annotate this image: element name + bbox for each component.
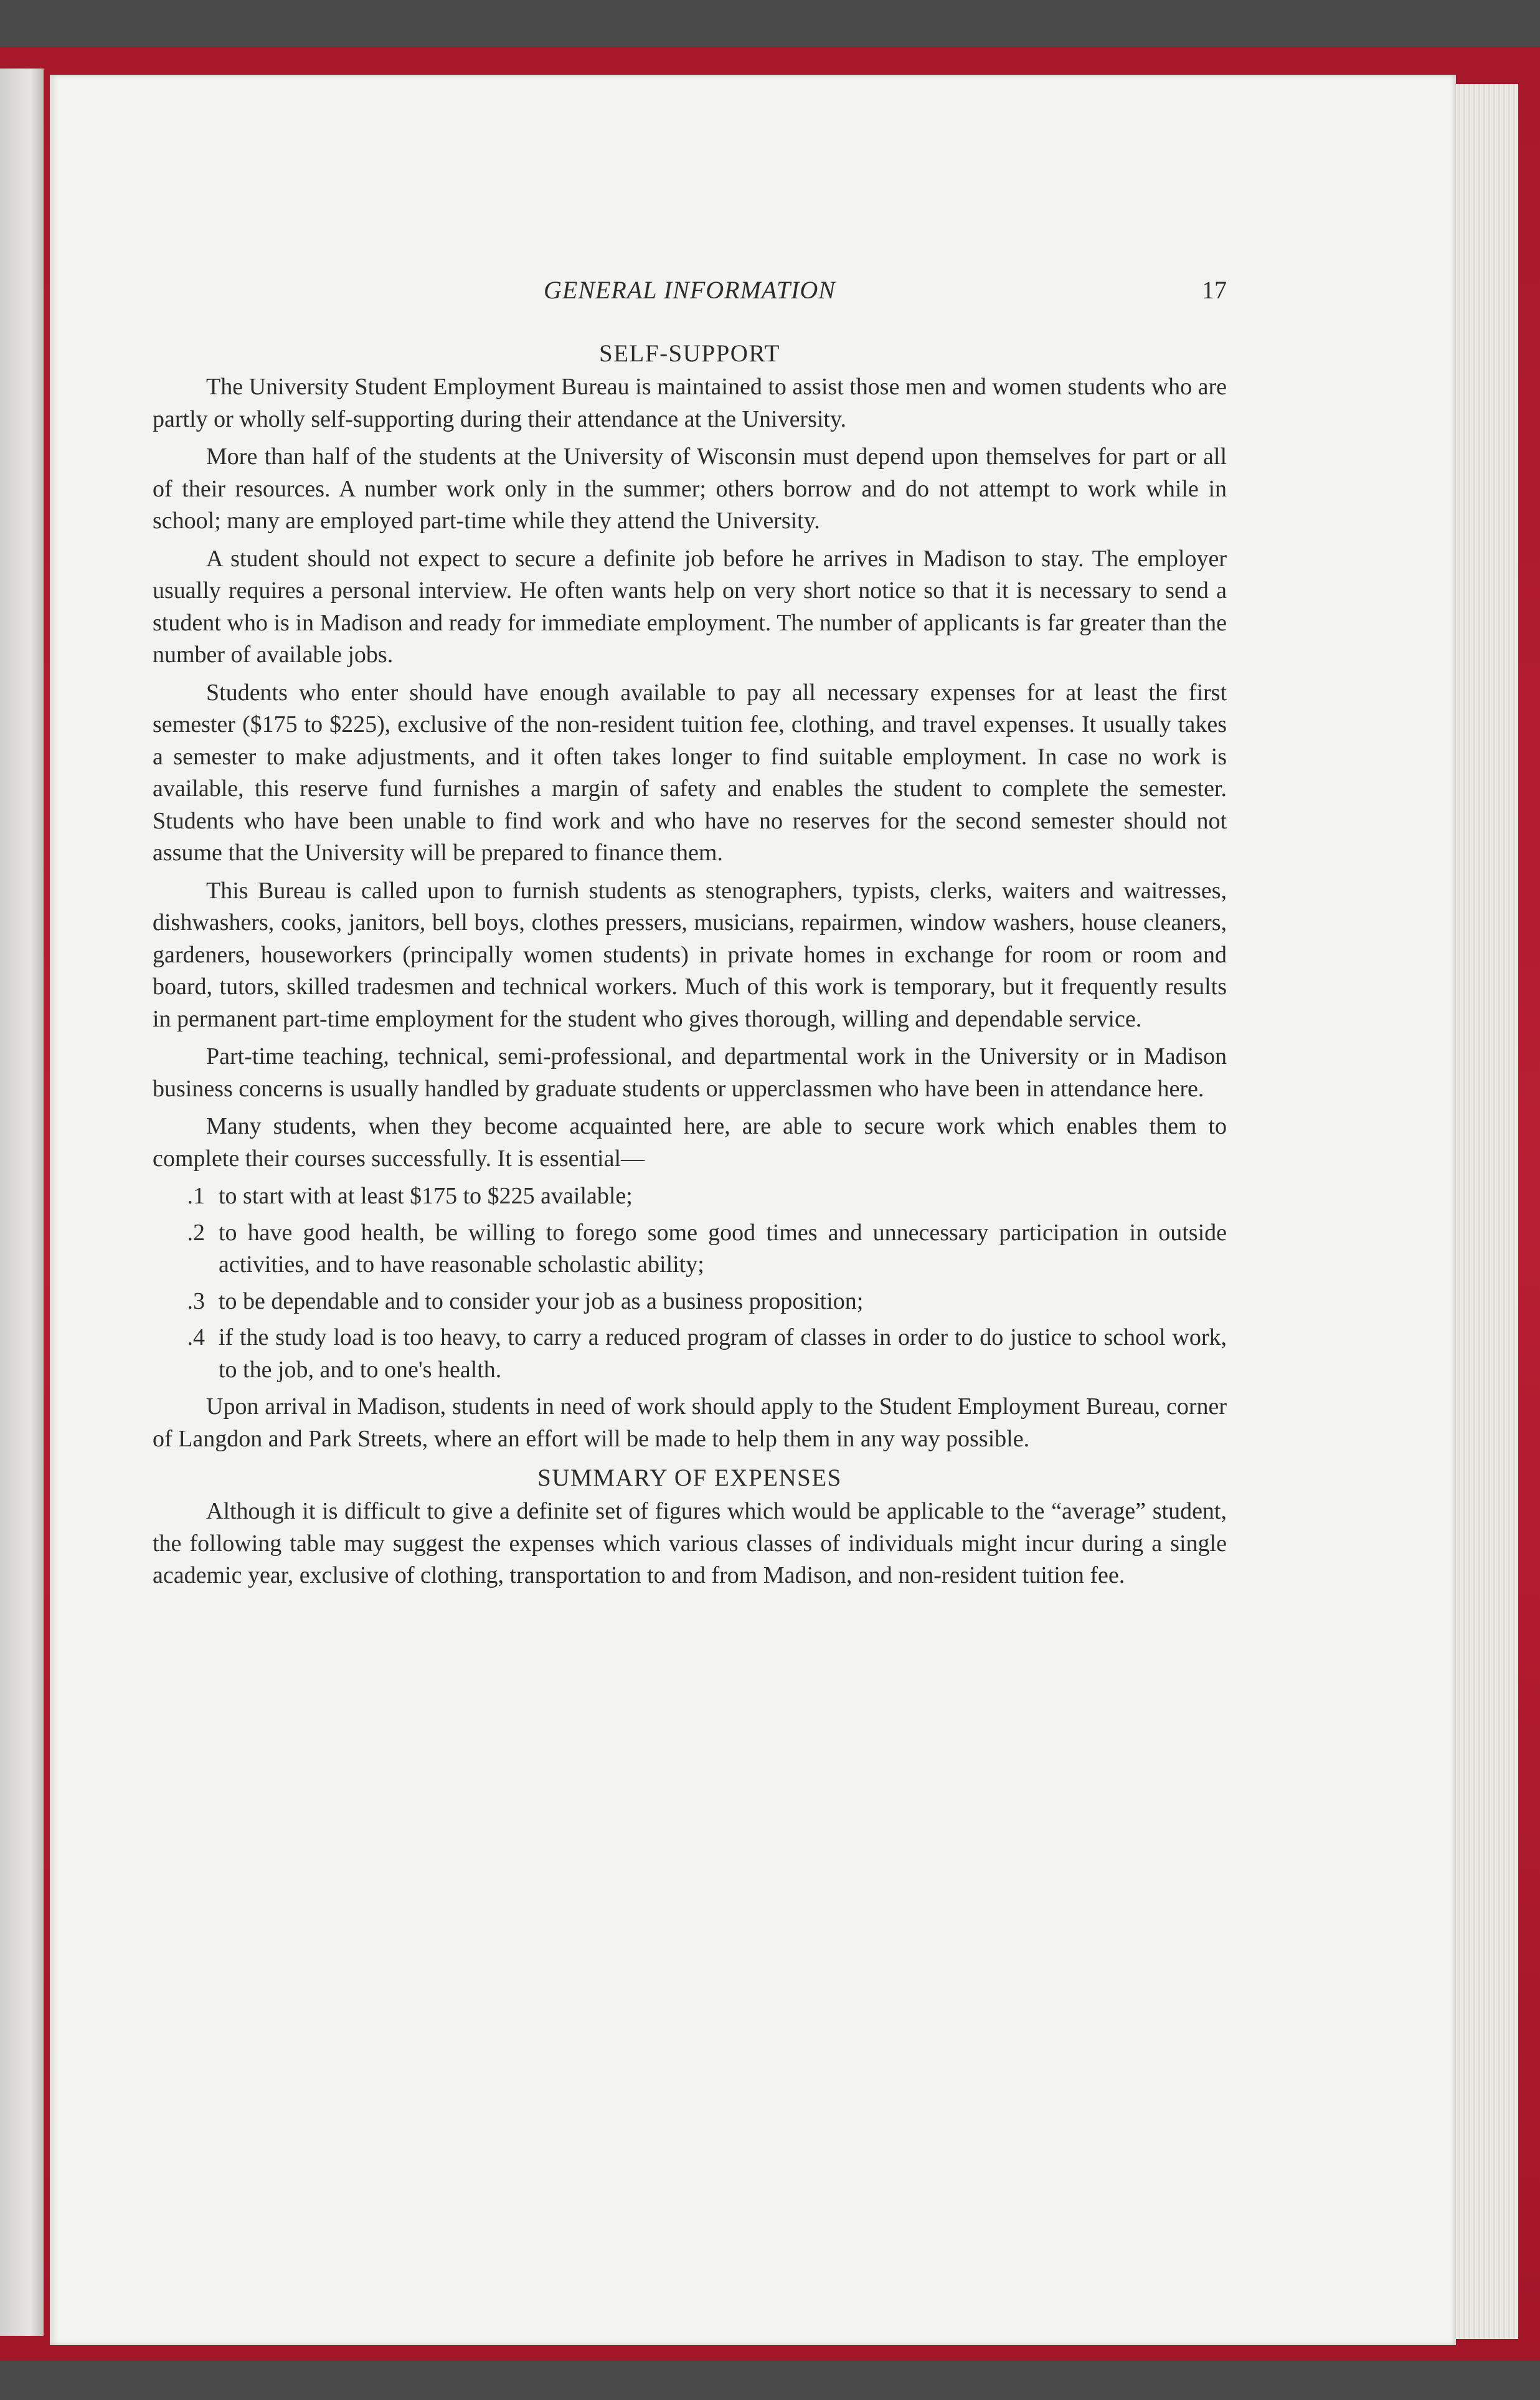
paragraph: Although it is difficult to give a definite set of figures which would be applicable to the “average” student, the following table may suggest the expenses which various classes of individuals might incur during a single academic year, exclusive of clothing, transportation to and from Madison, and non-resident tuition fee. [153, 1498, 1227, 1588]
list-item: 1. to start with at least $175 to $225 available; [187, 1183, 633, 1209]
list-text: to start with at least $175 to $225 available; [219, 1183, 633, 1209]
running-header [153, 274, 1227, 313]
page-content [153, 274, 1227, 1598]
section-heading-summary-of-expenses: SUMMARY OF EXPENSES [537, 1464, 842, 1491]
paragraph: Part-time teaching, technical, semi-professional, and departmental work in the University or in Madison business concerns is usually handled by graduate students or upperclassmen who have been in attendance here. [153, 1043, 1227, 1102]
list-item: 4. if the study load is too heavy, to carry a reduced program of classes in order to do justice to school work, to the job, and to one's health. [187, 1324, 1227, 1383]
paragraph: This Bureau is called upon to furnish students as stenographers, typists, clerks, waiters and waitresses, dishwashers, cooks, janitors, bell boys, clothes pressers, musicians, repairmen, window washers, house cleaners, gardeners, houseworkers (principally women students) in private homes in exchange for room or room and board, tutors, skilled tradesmen and technical workers. Much of this work is temporary, but it frequently results in permanent part-time employment for the student who gives thorough, willing and dependable service. [153, 877, 1227, 1032]
page-number: 17 [1202, 276, 1227, 304]
list-item: 3. to be dependable and to consider your job as a business proposition; [187, 1288, 864, 1314]
page-block-edges [1456, 84, 1518, 2339]
paragraph: Students who enter should have enough available to pay all necessary expenses for at least the first semester ($175 to $225), exclusive of the non-resident tuition fee, clothing, and travel expenses. It usually takes a semester to make adjustments, and it often takes longer to find suitable employment. In case no work is available, this reserve fund furnishes a margin of safety and enables the student to complete the semester. Students who have been unable to find work and who have no reserves for the second semester should not assume that the University will be prepared to finance them. [153, 679, 1227, 866]
section-heading-self-support: SELF-SUPPORT [599, 340, 780, 367]
paragraph: Upon arrival in Madison, students in need of work should apply to the Student Employment Bureau, corner of Langdon and Park Streets, where an effort will be made to help them in any way possible. [153, 1393, 1227, 1452]
list-item: 2. to have good health, be willing to forego some good times and unnecessary participation in outside activities, and to have reasonable scholastic ability; [187, 1219, 1227, 1278]
paragraph: More than half of the students at the University of Wisconsin must depend upon themselves for part or all of their resources. A number work only in the summer; others borrow and do not attempt to work while in school; many are employed part-time while they attend the University. [153, 443, 1227, 534]
paragraph: Many students, when they become acquainted here, are able to secure work which enables them to complete their courses successfully. It is essential— [153, 1113, 1227, 1172]
paragraph: The University Student Employment Bureau is maintained to assist those men and women students who are partly or wholly self-supporting during their attendance at the University. [153, 374, 1227, 432]
list-text: to be dependable and to consider your job as a business proposition; [219, 1288, 864, 1314]
essentials-list [153, 1180, 1227, 1386]
list-text: if the study load is too heavy, to carry a reduced program of classes in order to do justice to school work, to the job, and to one's health. [219, 1324, 1227, 1383]
running-title: GENERAL INFORMATION [544, 276, 836, 304]
facing-page-edge [0, 69, 44, 2336]
paragraph: A student should not expect to secure a definite job before he arrives in Madison to stay. The employer usually requires a personal interview. He often wants help on very short notice so that it is necessary to send a student who is in Madison and ready for immediate employment. The number of applicants is far greater than the number of available jobs. [153, 545, 1227, 668]
list-text: to have good health, be willing to forego some good times and unnecessary participation in outside activities, and to have reasonable scholastic ability; [219, 1219, 1227, 1278]
